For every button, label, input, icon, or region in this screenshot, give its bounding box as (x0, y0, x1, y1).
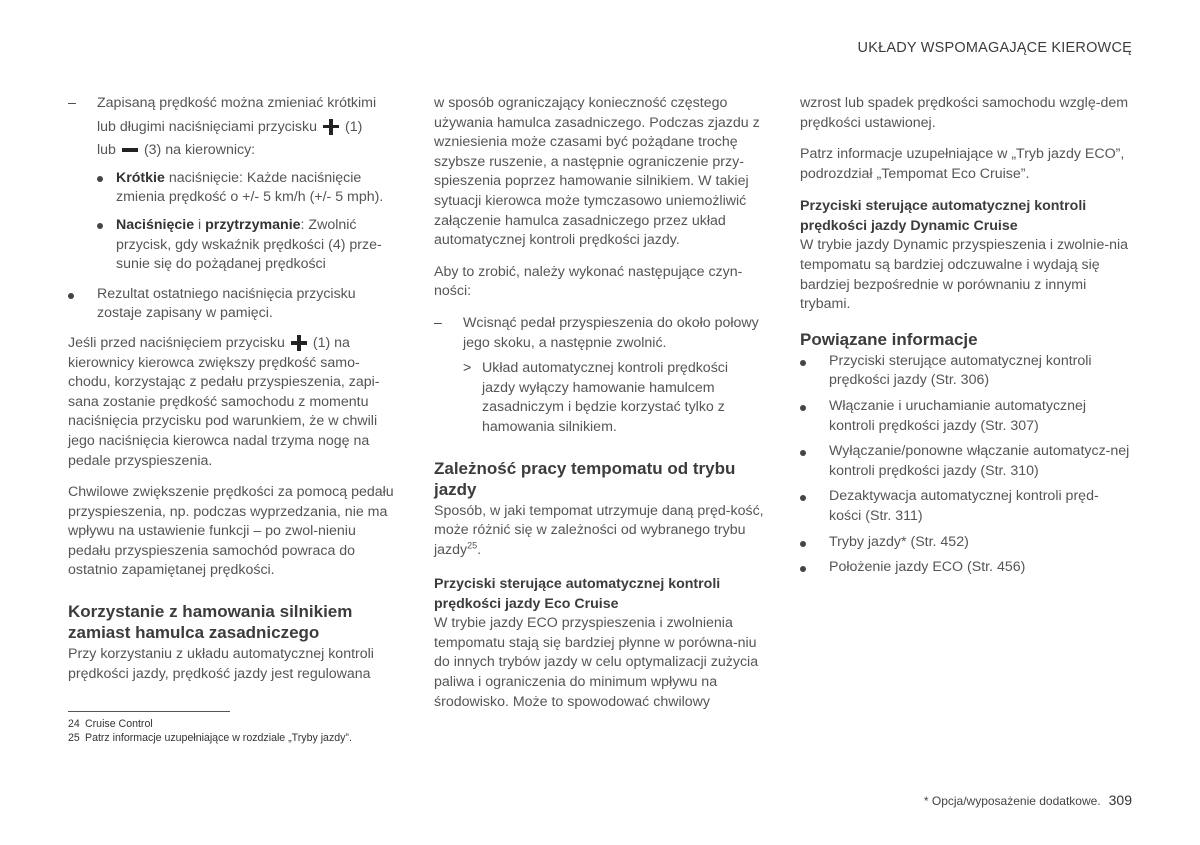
plus-icon (323, 119, 339, 135)
text-fragment: i (194, 216, 206, 233)
footnote-ref[interactable]: 25 (467, 539, 478, 550)
result-text: Układ automatycznej kontroli prędkości jazdy wyłączy hamowanie hamulcem zasadniczym i będzie korzystać tylko z hamowania silnikiem. (482, 360, 729, 435)
list-item (434, 314, 764, 438)
arrow-marker: > (463, 360, 472, 377)
text-fragment: lub długimi naciśnięciami przycisku (97, 118, 317, 135)
footnote-text: Patrz informacje uzupełniające w rozdziale „Tryby jazdy”. (85, 732, 352, 744)
paragraph: W trybie jazdy ECO przyspieszenia i zwolnienia tempomatu stają się bardziej płynne w porówna-niu do innych trybów jazdy w celu optymalizacji zużycia paliwa i ograniczenia do minimum wpływu na środowisko. Może to spowodować chwilowy (434, 615, 759, 710)
footnote (68, 731, 398, 745)
list-item (68, 285, 396, 324)
paragraph: W trybie jazdy Dynamic przyspieszenia i zwolnie-nia tempomatu są bardziej odczuwalne i wydają się bardziej bezpośrednie w porównaniu z innymi trybami. (800, 237, 1129, 313)
related-link-text[interactable]: Przyciski sterujące automatycznej kontroli prędkości jazdy (Str. 306) (829, 352, 1092, 389)
paragraph: wzrost lub spadek prędkości samochodu wzglę-dem prędkości ustawionej. (800, 95, 1129, 131)
plus-icon (291, 335, 307, 351)
bullet-icon (800, 558, 820, 578)
related-link[interactable] (800, 352, 1130, 391)
bullet-icon (800, 352, 820, 372)
related-links-list (800, 352, 1130, 578)
section-heading: Powiązane informacje (800, 329, 978, 349)
sub-heading: Przyciski sterujące automatycznej kontroli prędkości jazdy Dynamic Cruise (800, 198, 1087, 235)
footnote-number: 24 (68, 718, 80, 730)
bold-term: przytrzymanie (205, 216, 301, 233)
bullet-icon (97, 169, 117, 189)
bullet-icon (97, 216, 117, 236)
footnote-divider (68, 711, 230, 712)
footnotes (68, 711, 398, 745)
paragraph: Przy korzystaniu z układu automatycznej kontroli prędkości jazdy, prędkość jazdy jest regulowana (68, 646, 374, 682)
text-fragment: naciśnięcie: Każde naciśnięcie zmienia prędkość o +/- 5 km/h (+/- 5 mph). (116, 169, 384, 206)
section-heading: Zależność pracy tempomatu od trybu jazdy (434, 458, 736, 499)
paragraph (434, 502, 764, 561)
related-link[interactable] (800, 397, 1130, 436)
footer-note: * Opcja/wyposażenie dodatkowe. (923, 794, 1101, 808)
text-fragment: lub (97, 142, 116, 159)
page-number: 309 (1108, 792, 1132, 808)
text-fragment: (3) na kierownicy: (143, 142, 256, 159)
text-fragment: : Zwolnić przycisk, gdy wskaźnik prędkości (4) prze-sunie się do pożądanej prędkości (116, 216, 382, 273)
column-1 (68, 94, 396, 696)
list-item (68, 94, 396, 275)
related-link-text[interactable]: Włączanie i uruchamianie automatycznej kontroli prędkości jazdy (Str. 307) (829, 397, 1087, 434)
footnote (68, 717, 398, 731)
text-fragment: . (477, 541, 482, 558)
bullet-icon (800, 487, 820, 507)
text-line: Zapisaną prędkość można zmieniać krótkimi (97, 95, 377, 111)
related-link-text[interactable]: Dezaktywacja automatycznej kontroli pręd-kości (Str. 311) (829, 488, 1099, 524)
minus-icon (122, 142, 138, 158)
text-fragment: (1) (345, 118, 363, 135)
related-link-text[interactable]: Tryby jazdy* (Str. 452) (829, 533, 969, 550)
bullet-icon (800, 442, 820, 462)
text-line (97, 141, 396, 161)
related-link[interactable] (800, 487, 1130, 526)
dash-marker: – (434, 314, 442, 331)
paragraph: Aby to zrobić, należy wykonać następujące czyn-ności: (434, 263, 743, 300)
footnote-text: Cruise Control (85, 718, 153, 730)
page-footer (924, 792, 1132, 808)
related-link[interactable] (800, 442, 1130, 481)
bold-term: Krótkie (116, 169, 165, 186)
section-heading: Korzystanie z hamowania silnikiem zamiast hamulca zasadniczego (68, 602, 353, 643)
sub-heading: Przyciski sterujące automatycznej kontroli prędkości jazdy Eco Cruise (434, 576, 721, 613)
sub-list-item (97, 216, 396, 275)
bold-term: Naciśnięcie (116, 216, 195, 233)
text-fragment: Jeśli przed naciśnięciem przycisku (68, 334, 285, 351)
bullet-icon (68, 285, 88, 305)
sub-list-item (97, 169, 396, 208)
paragraph: Patrz informacje uzupełniające w „Tryb jazdy ECO”, podrozdział „Tempomat Eco Cruise”. (800, 146, 1125, 182)
related-link-text[interactable]: Wyłączanie/ponowne włączanie automatycz-nej kontroli prędkości jazdy (Str. 310) (829, 443, 1130, 479)
text-fragment: Sposób, w jaki tempomat utrzymuje daną pręd-kość, może różnić się w zależności od wybranego trybu jazdy (434, 502, 764, 558)
dash-marker: – (68, 95, 76, 111)
page-header: UKŁADY WSPOMAGAJĄCE KIEROWCĘ (857, 40, 1132, 56)
related-link[interactable] (800, 558, 1130, 578)
list-item-text: Wcisnąć pedał przyspieszenia do około połowy jego skoku, a następnie zwolnić. (463, 314, 759, 351)
paragraph: w sposób ograniczający konieczność częstego używania hamulca zasadniczego. Podczas zjazdu z wzniesienia może czasami być pożądane trochę szybsze ruszenie, a następnie ograniczenie przy-spieszenia poprzez hamowanie silnikiem. W takiej sytuacji kierowca może tymczasowo uniemożliwić załączenie hamulca zasadniczego przez układ automatycznej kontroli prędkości jazdy. (434, 95, 760, 249)
column-3 (800, 94, 1130, 584)
list-item-text: Rezultat ostatniego naciśnięcia przycisku zostaje zapisany w pamięci. (97, 285, 356, 322)
text-line (97, 118, 396, 138)
result-item (463, 359, 764, 437)
related-link[interactable] (800, 533, 1130, 553)
text-fragment: (1) na kierownicy kierowca zwiększy prędkość samo-chodu, korzystając z pedału przyspieszenia, zapi-sana zostanie prędkość samochodu z momentu naciśnięcia przycisku pod warunkiem, że w chwili jego naciśnięcia kierowca nadal trzyma nogę na pedale przyspieszenia. (68, 334, 380, 469)
paragraph: Chwilowe zwiększenie prędkości za pomocą pedału przyspieszenia, np. podczas wyprzedzania, nie ma wpływu na ustawienie funkcji – po zwol-nieniu pedału przyspieszenia samochód powraca do ostatnio zapamiętanej prędkości. (68, 484, 394, 579)
related-link-text[interactable]: Położenie jazdy ECO (Str. 456) (829, 559, 1026, 576)
column-2 (434, 94, 764, 724)
bullet-icon (800, 533, 820, 553)
bullet-icon (800, 397, 820, 417)
footnote-number: 25 (68, 732, 80, 744)
paragraph (68, 334, 396, 471)
